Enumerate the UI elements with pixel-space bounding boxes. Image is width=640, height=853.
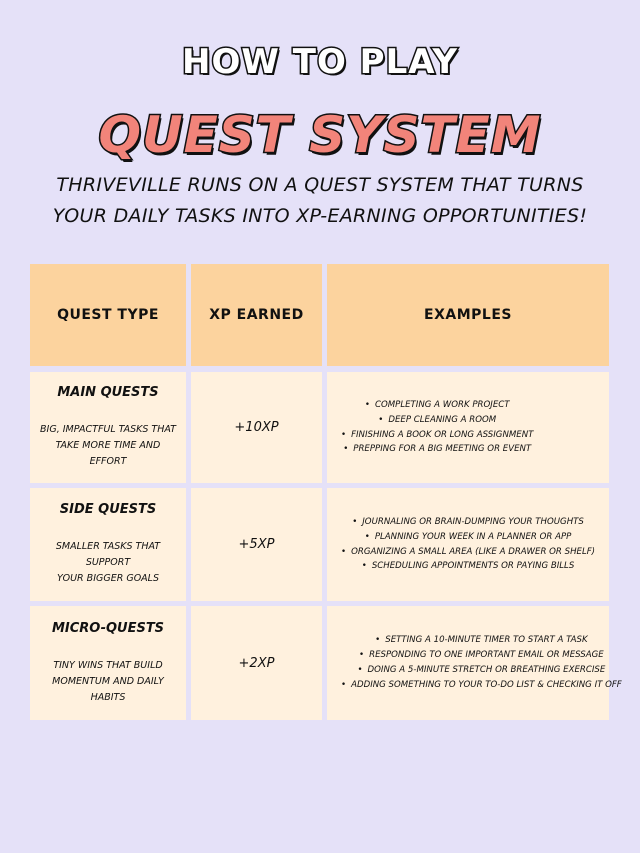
examples-list [341,398,533,457]
example-item: • SCHEDULING APPOINTMENTS OR PAYING BILLS [341,559,595,574]
quest-type-desc-line: YOUR BIGGER GOALS [56,573,159,584]
examples-list [341,515,595,574]
example-item: • DOING A 5-MINUTE STRETCH OR BREATHING EXERCISE [341,663,622,678]
quest-type-desc [30,658,186,706]
xp-cell-micro [191,606,322,720]
examples-cell-main [327,372,609,483]
example-item: • SETTING A 10-MINUTE TIMER TO START A TASK [341,633,622,648]
xp-value: +10XP [234,420,279,435]
quest-type-desc [30,422,186,470]
quest-type-desc [30,539,186,587]
intro-line-1: THRIVEVILLE RUNS ON A QUEST SYSTEM THAT TURNS [56,174,584,196]
quest-type-desc-line: SMALLER TASKS THAT SUPPORT [55,541,161,568]
example-item: • FINISHING A BOOK OR LONG ASSIGNMENT [341,428,533,443]
example-item: • PLANNING YOUR WEEK IN A PLANNER OR APP [341,530,595,545]
xp-value: +5XP [238,537,275,552]
quest-system-title: QUEST SYSTEM [98,106,542,164]
example-item: • JOURNALING OR BRAIN-DUMPING YOUR THOUGHTS [341,515,595,530]
quest-type-cell-side [30,488,186,601]
examples-cell-side [327,488,609,601]
xp-value: +2XP [238,655,275,671]
quest-type-name: SIDE QUESTS [59,502,157,517]
example-item: • COMPLETING A WORK PROJECT [341,398,533,413]
xp-cell-main [191,372,322,483]
examples-cell-micro [327,606,622,720]
example-item: • PREPPING FOR A BIG MEETING OR EVENT [341,442,533,457]
quest-type-desc-line: MOMENTUM AND DAILY HABITS [52,675,164,703]
quest-type-cell-micro [30,606,186,720]
example-item: • ADDING SOMETHING TO YOUR TO-DO LIST & CHECKING IT OFF [341,678,622,693]
quest-type-cell-main [30,372,186,483]
example-item: • ORGANIZING A SMALL AREA (LIKE A DRAWER OR SHELF) [341,545,595,560]
column-header-xp-earned: XP EARNED [191,264,322,366]
quest-type-name: MAIN QUESTS [57,385,159,400]
how-to-play-title: HOW TO PLAY [182,42,458,82]
column-header-examples: EXAMPLES [327,264,609,366]
column-header-quest-type: QUEST TYPE [30,264,186,366]
xp-cell-side [191,488,322,601]
quest-type-desc-line: TAKE MORE TIME AND EFFORT [55,440,161,467]
quest-type-desc-line: BIG, IMPACTFUL TASKS THAT [40,424,176,435]
examples-list [341,633,622,692]
example-item: • DEEP CLEANING A ROOM [341,413,533,428]
quest-type-desc-line: TINY WINS THAT BUILD [53,659,163,671]
example-item: • RESPONDING TO ONE IMPORTANT EMAIL OR MESSAGE [341,648,622,663]
quest-type-name: MICRO-QUESTS [51,620,165,636]
intro-line-2: YOUR DAILY TASKS INTO XP-EARNING OPPORTUNITIES! [52,205,588,227]
